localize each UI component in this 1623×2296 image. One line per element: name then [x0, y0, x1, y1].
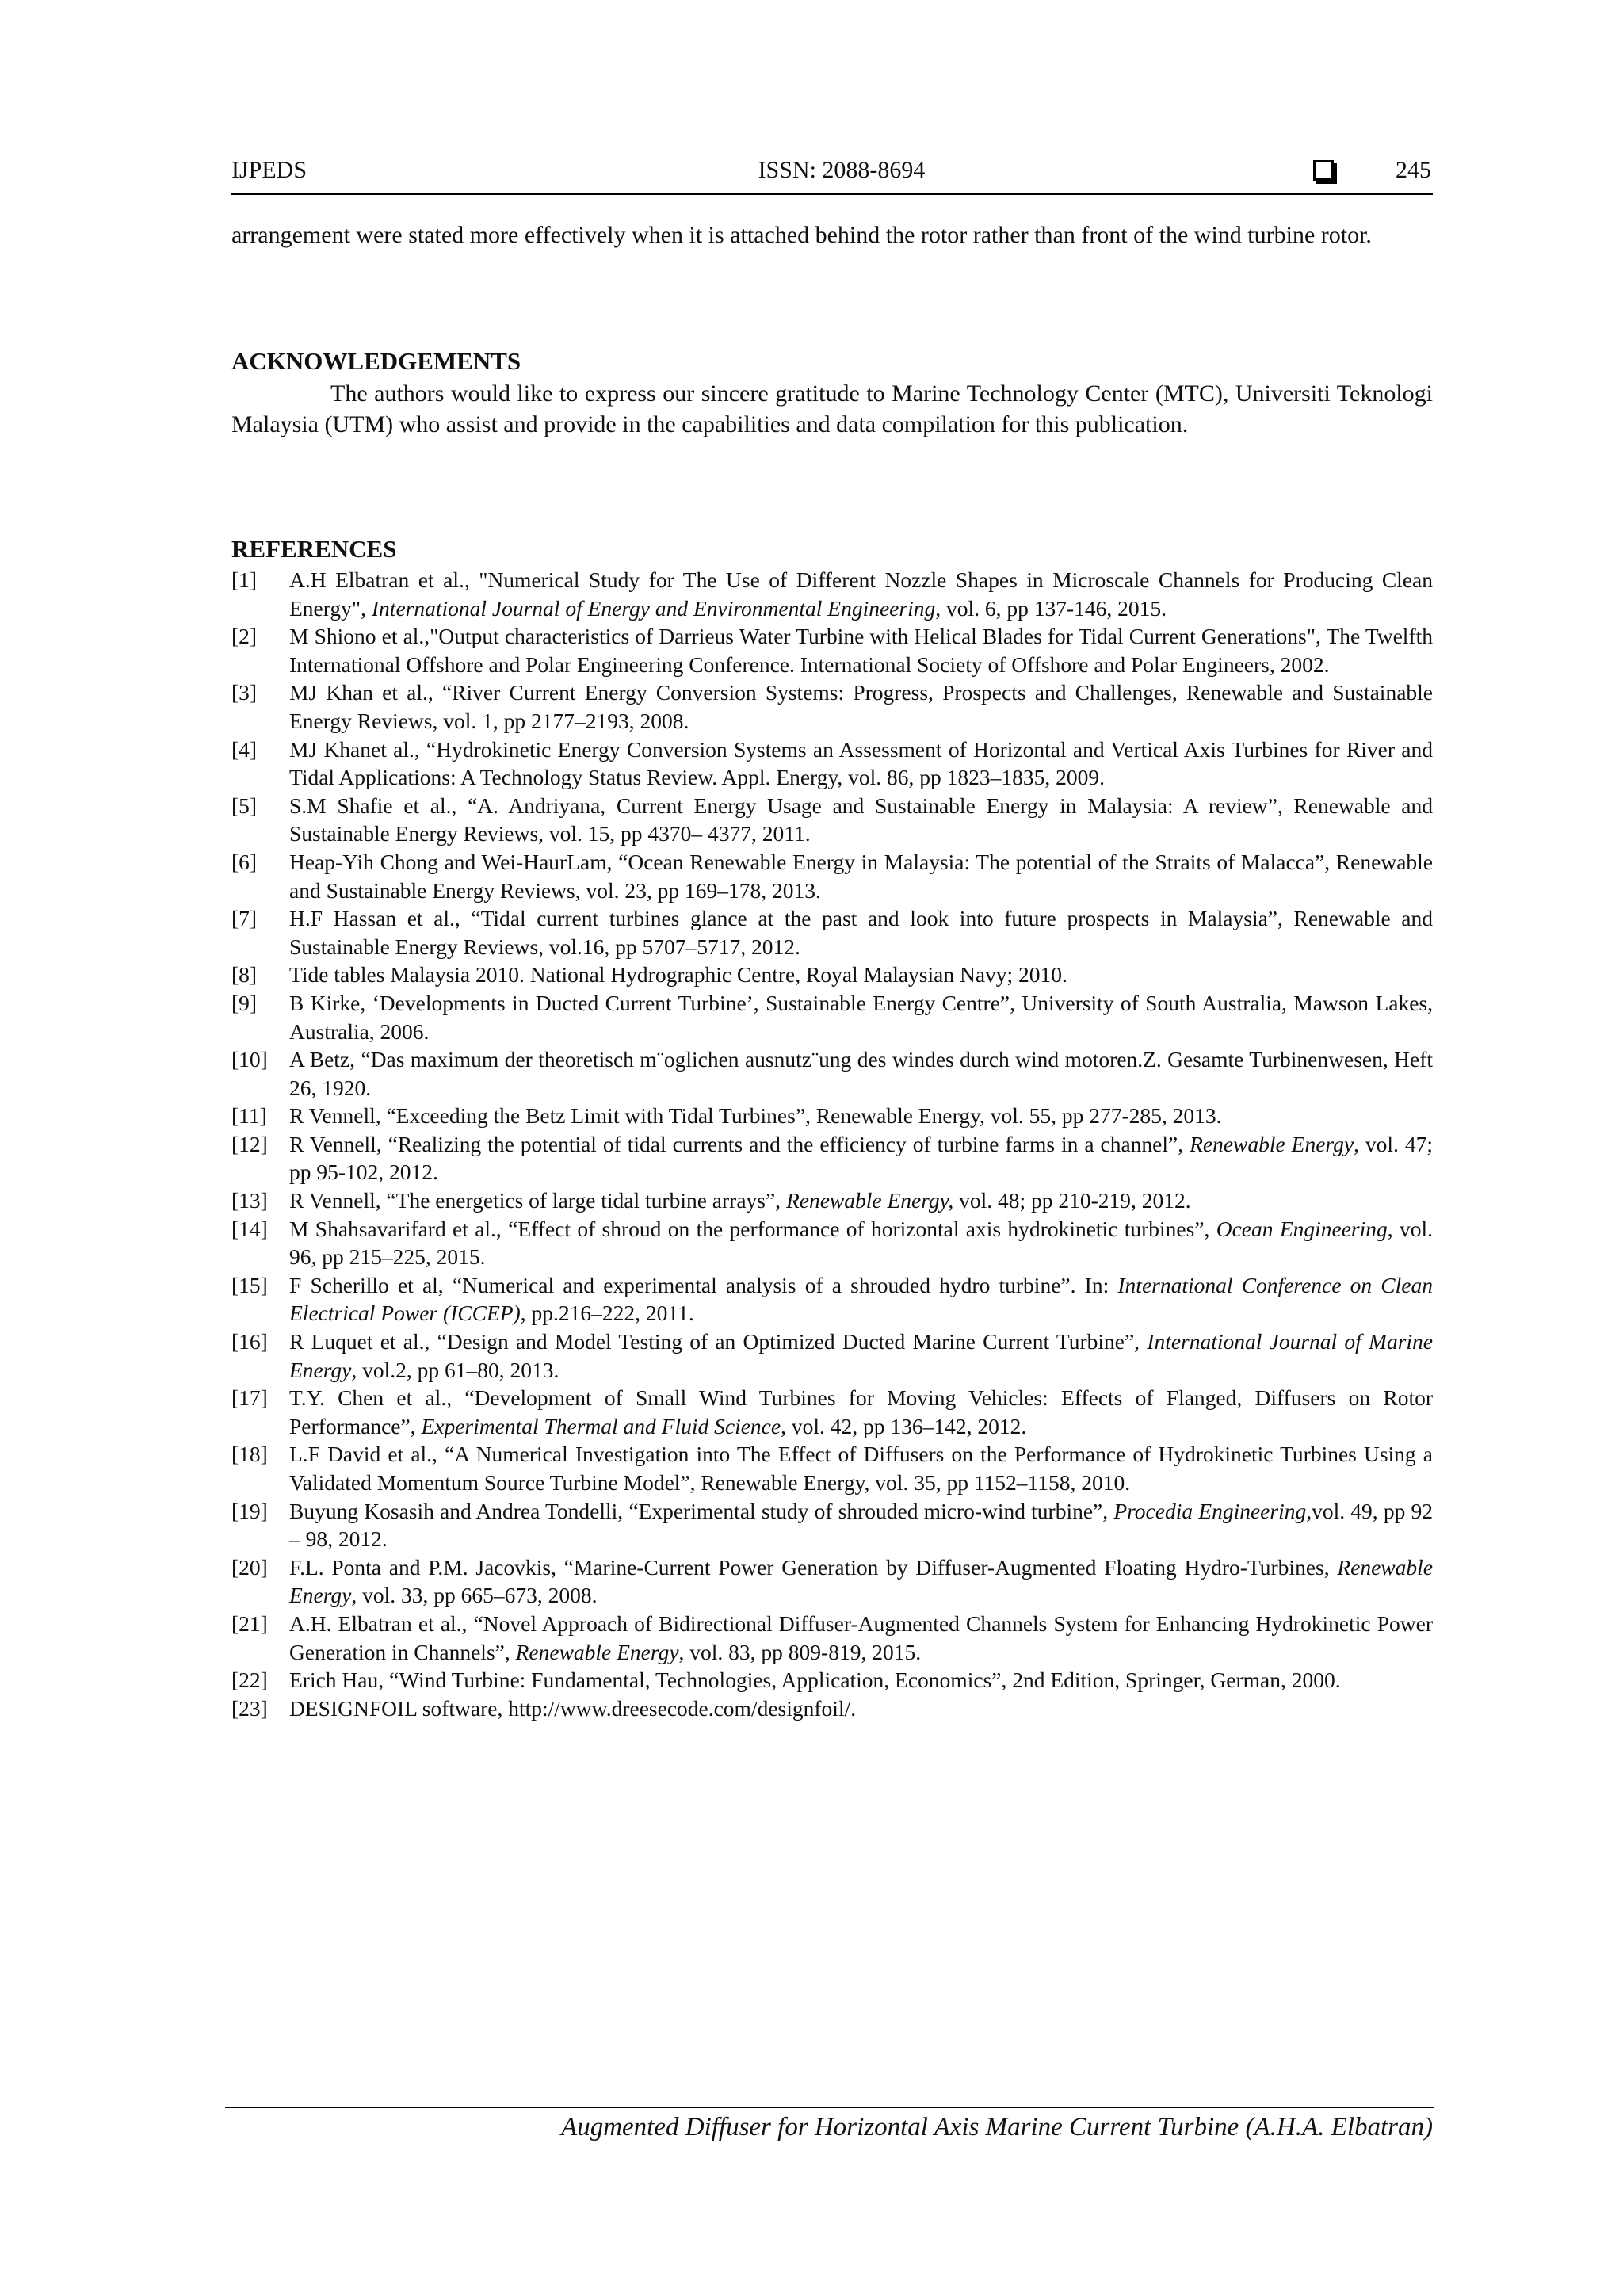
reference-item [231, 1497, 1433, 1553]
reference-item [231, 1694, 1433, 1723]
reference-number: [16] [231, 1329, 268, 1354]
reference-venue: International Journal of Marine Energy [289, 1329, 1433, 1382]
reference-number: [22] [231, 1668, 268, 1693]
page-number: 245 [1396, 157, 1431, 183]
reference-item [231, 792, 1433, 848]
reference-item [231, 735, 1433, 792]
reference-item [231, 989, 1433, 1045]
reference-item [231, 1045, 1433, 1102]
reference-number: [21] [231, 1610, 268, 1636]
reference-item [231, 848, 1433, 904]
reference-number: [9] [231, 990, 258, 1015]
reference-text: T.Y. Chen et al., “Development of Small Wind Turbines for Moving Vehicles: Effects of Flanged, Diffusers on Rotor Performance”, [289, 1385, 1433, 1438]
reference-venue: International Conference on Clean Electrical Power (ICCEP) [289, 1272, 1433, 1326]
reference-venue: , Renewable Energy [289, 1554, 1433, 1608]
reference-item [231, 678, 1433, 735]
reference-venue: Experimental Thermal and Fluid Science [421, 1413, 781, 1438]
reference-text: M Shahsavarifard et al., “Effect of shroud on the performance of horizontal axis hydrokinetic turbines”, [289, 1216, 1216, 1241]
checkbox-square-icon [1313, 160, 1334, 181]
reference-number: [11] [231, 1103, 267, 1129]
reference-details: , vol. 96, pp 215–225, 2015. [289, 1216, 1433, 1270]
reference-number: [1] [231, 567, 258, 592]
reference-item [231, 566, 1433, 622]
reference-venue: Renewable Energy, [785, 1188, 954, 1213]
reference-item [231, 1130, 1433, 1186]
reference-item [231, 1610, 1433, 1666]
reference-number: [20] [231, 1554, 268, 1580]
reference-number: [5] [231, 793, 258, 818]
reference-item [231, 1186, 1433, 1215]
reference-text: B Kirke, ‘Developments in Ducted Current Turbine’, Sustainable Energy Centre”, University of South Australia, Mawson Lakes, Australia, 2006. [289, 990, 1433, 1044]
reference-text: Buyung Kosasih and Andrea Tondelli, “Experimental study of shrouded micro-wind turbine”, [289, 1498, 1114, 1523]
reference-details: , vol. 47; pp 95-102, 2012. [289, 1131, 1434, 1185]
reference-details: , vol. 42, pp 136–142, 2012. [781, 1413, 1027, 1438]
reference-details: , vol. 6, pp 137-146, 2015. [935, 595, 1167, 621]
reference-text: L.F David et al., “A Numerical Investigation into The Effect of Diffusers on the Performance of Hydrokinetic Turbines Using a Validated Momentum Source Turbine Model”, Renewable Energy, vol. 35, pp 1152–1158, 2010. [289, 1442, 1433, 1495]
reference-venue: Renewable Energy [1190, 1131, 1354, 1156]
reference-details: , vol.2, pp 61–80, 2013. [351, 1357, 559, 1382]
reference-text: MJ Khan et al., “River Current Energy Conversion Systems: Progress, Prospects and Challenges, Renewable and Sustainable Energy Reviews, vol. 1, pp 2177–2193, 2008. [289, 680, 1433, 733]
page-header [231, 152, 1433, 195]
footer-rule [225, 2107, 1434, 2108]
reference-number: [13] [231, 1188, 268, 1213]
reference-item [231, 961, 1433, 989]
reference-text: R Vennell, “Realizing the potential of tidal currents and the efficiency of turbine farms in a channel”, [289, 1131, 1190, 1156]
reference-text: Heap-Yih Chong and Wei-HaurLam, “Ocean Renewable Energy in Malaysia: The potential of the Straits of Malacca”, Renewable and Sustainable Energy Reviews, vol. 23, pp 169–178, 2013. [289, 849, 1433, 903]
reference-number: [23] [231, 1695, 268, 1721]
reference-number: [12] [231, 1131, 268, 1156]
reference-text: F Scherillo et al, “Numerical and experimental analysis of a shrouded hydro turbine”. In: [289, 1272, 1118, 1297]
reference-text: H.F Hassan et al., “Tidal current turbines glance at the past and look into future prospects in Malaysia”, Renewable and Sustainable Energy Reviews, vol.16, pp 5707–5717, 2012. [289, 906, 1433, 959]
reference-text: A.H. Elbatran et al., “Novel Approach of Bidirectional Diffuser-Augmented Channels System for Enhancing Hydrokinetic Power Generation in Channels”, [289, 1610, 1433, 1664]
reference-number: [3] [231, 680, 258, 705]
reference-number: [2] [231, 624, 258, 649]
references-heading: REFERENCES [231, 535, 397, 563]
reference-details: , vol. 33, pp 665–673, 2008. [351, 1583, 598, 1608]
reference-number: [19] [231, 1498, 268, 1523]
reference-text: MJ Khanet al., “Hydrokinetic Energy Conversion Systems an Assessment of Horizontal and Vertical Axis Turbines for River and Tidal Applications: A Technology Status Review. Appl. Energy, vol. 86, pp 1823–1835, 2009. [289, 736, 1433, 790]
reference-item [231, 1215, 1433, 1271]
reference-details: , vol. 83, pp 809-819, 2015. [678, 1639, 922, 1664]
reference-text: M Shiono et al.,"Output characteristics of Darrieus Water Turbine with Helical Blades for Tidal Current Generations", The Twelfth International Offshore and Polar Engineering Conference. International Society of Offshore and Polar Engineers, 2002. [289, 624, 1433, 677]
reference-item [231, 1328, 1433, 1384]
journal-name: IJPEDS [231, 157, 307, 183]
reference-item [231, 904, 1433, 961]
reference-details: ,vol. 49, pp 92 – 98, 2012. [289, 1498, 1434, 1552]
running-title: Augmented Diffuser for Horizontal Axis Marine Current Turbine (A.H.A. Elbatran) [561, 2113, 1433, 2141]
reference-details: , pp.216–222, 2011. [520, 1301, 694, 1326]
reference-text: R Luquet et al., “Design and Model Testing of an Optimized Ducted Marine Current Turbine”, [289, 1329, 1148, 1354]
reference-number: [6] [231, 849, 258, 874]
intro-paragraph: arrangement were stated more effectively when it is attached behind the rotor rather than front of the wind turbine rotor. [231, 222, 1372, 248]
reference-number: [14] [231, 1216, 268, 1241]
acknowledgements-heading: ACKNOWLEDGEMENTS [231, 347, 521, 375]
reference-text: Tide tables Malaysia 2010. National Hydrographic Centre, Royal Malaysian Navy; 2010. [289, 962, 1067, 988]
reference-details: vol. 48; pp 210-219, 2012. [953, 1188, 1191, 1213]
reference-list [231, 566, 1433, 1722]
reference-item [231, 1384, 1433, 1440]
reference-text: DESIGNFOIL software, http://www.dreesecode.com/designfoil/. [289, 1695, 857, 1721]
reference-text: A Betz, “Das maximum der theoretisch m¨oglichen ausnutz¨ung des windes durch wind motoren.Z. Gesamte Turbinenwesen, Heft 26, 1920. [289, 1047, 1433, 1100]
reference-item [231, 622, 1433, 678]
reference-text: R Vennell, “The energetics of large tidal turbine arrays”, [289, 1188, 786, 1213]
reference-venue: Renewable Energy [515, 1639, 679, 1664]
reference-venue: Procedia Engineering [1113, 1498, 1307, 1523]
reference-text: R Vennell, “Exceeding the Betz Limit with Tidal Turbines”, Renewable Energy, vol. 55, pp 277-285, 2013. [289, 1103, 1222, 1129]
reference-item [231, 1102, 1433, 1130]
reference-text: S.M Shafie et al., “A. Andriyana, Current Energy Usage and Sustainable Energy in Malaysia: A review”, Renewable and Sustainable Energy Reviews, vol. 15, pp 4370– 4377, 2011. [289, 793, 1433, 846]
reference-number: [8] [231, 962, 258, 988]
issn: ISSN: 2088-8694 [758, 157, 926, 183]
reference-venue: Ocean Engineering [1216, 1216, 1388, 1241]
reference-text: A.H Elbatran et al., "Numerical Study for The Use of Different Nozzle Shapes in Microscale Channels for Producing Clean Energy", [289, 567, 1433, 621]
reference-number: [17] [231, 1385, 268, 1411]
reference-item [231, 1271, 1433, 1328]
reference-text: F.L. Ponta and P.M. Jacovkis, “Marine-Current Power Generation by Diffuser-Augmented Floating Hydro-Turbines [289, 1554, 1324, 1580]
acknowledgements-paragraph: The authors would like to express our sincere gratitude to Marine Technology Center (MTC), Universiti Teknologi Malaysia (UTM) who assist and provide in the capabilities and data compilation for this publication. [231, 380, 1433, 437]
reference-item [231, 1666, 1433, 1694]
reference-number: [18] [231, 1442, 268, 1467]
reference-venue: International Journal of Energy and Environmental Engineering [371, 595, 936, 621]
reference-text: Erich Hau, “Wind Turbine: Fundamental, Technologies, Application, Economics”, 2nd Edition, Springer, German, 2000. [289, 1668, 1341, 1693]
reference-number: [4] [231, 736, 258, 762]
reference-item [231, 1440, 1433, 1496]
reference-number: [10] [231, 1047, 268, 1072]
reference-item [231, 1553, 1433, 1610]
reference-number: [7] [231, 906, 258, 931]
reference-number: [15] [231, 1272, 268, 1297]
